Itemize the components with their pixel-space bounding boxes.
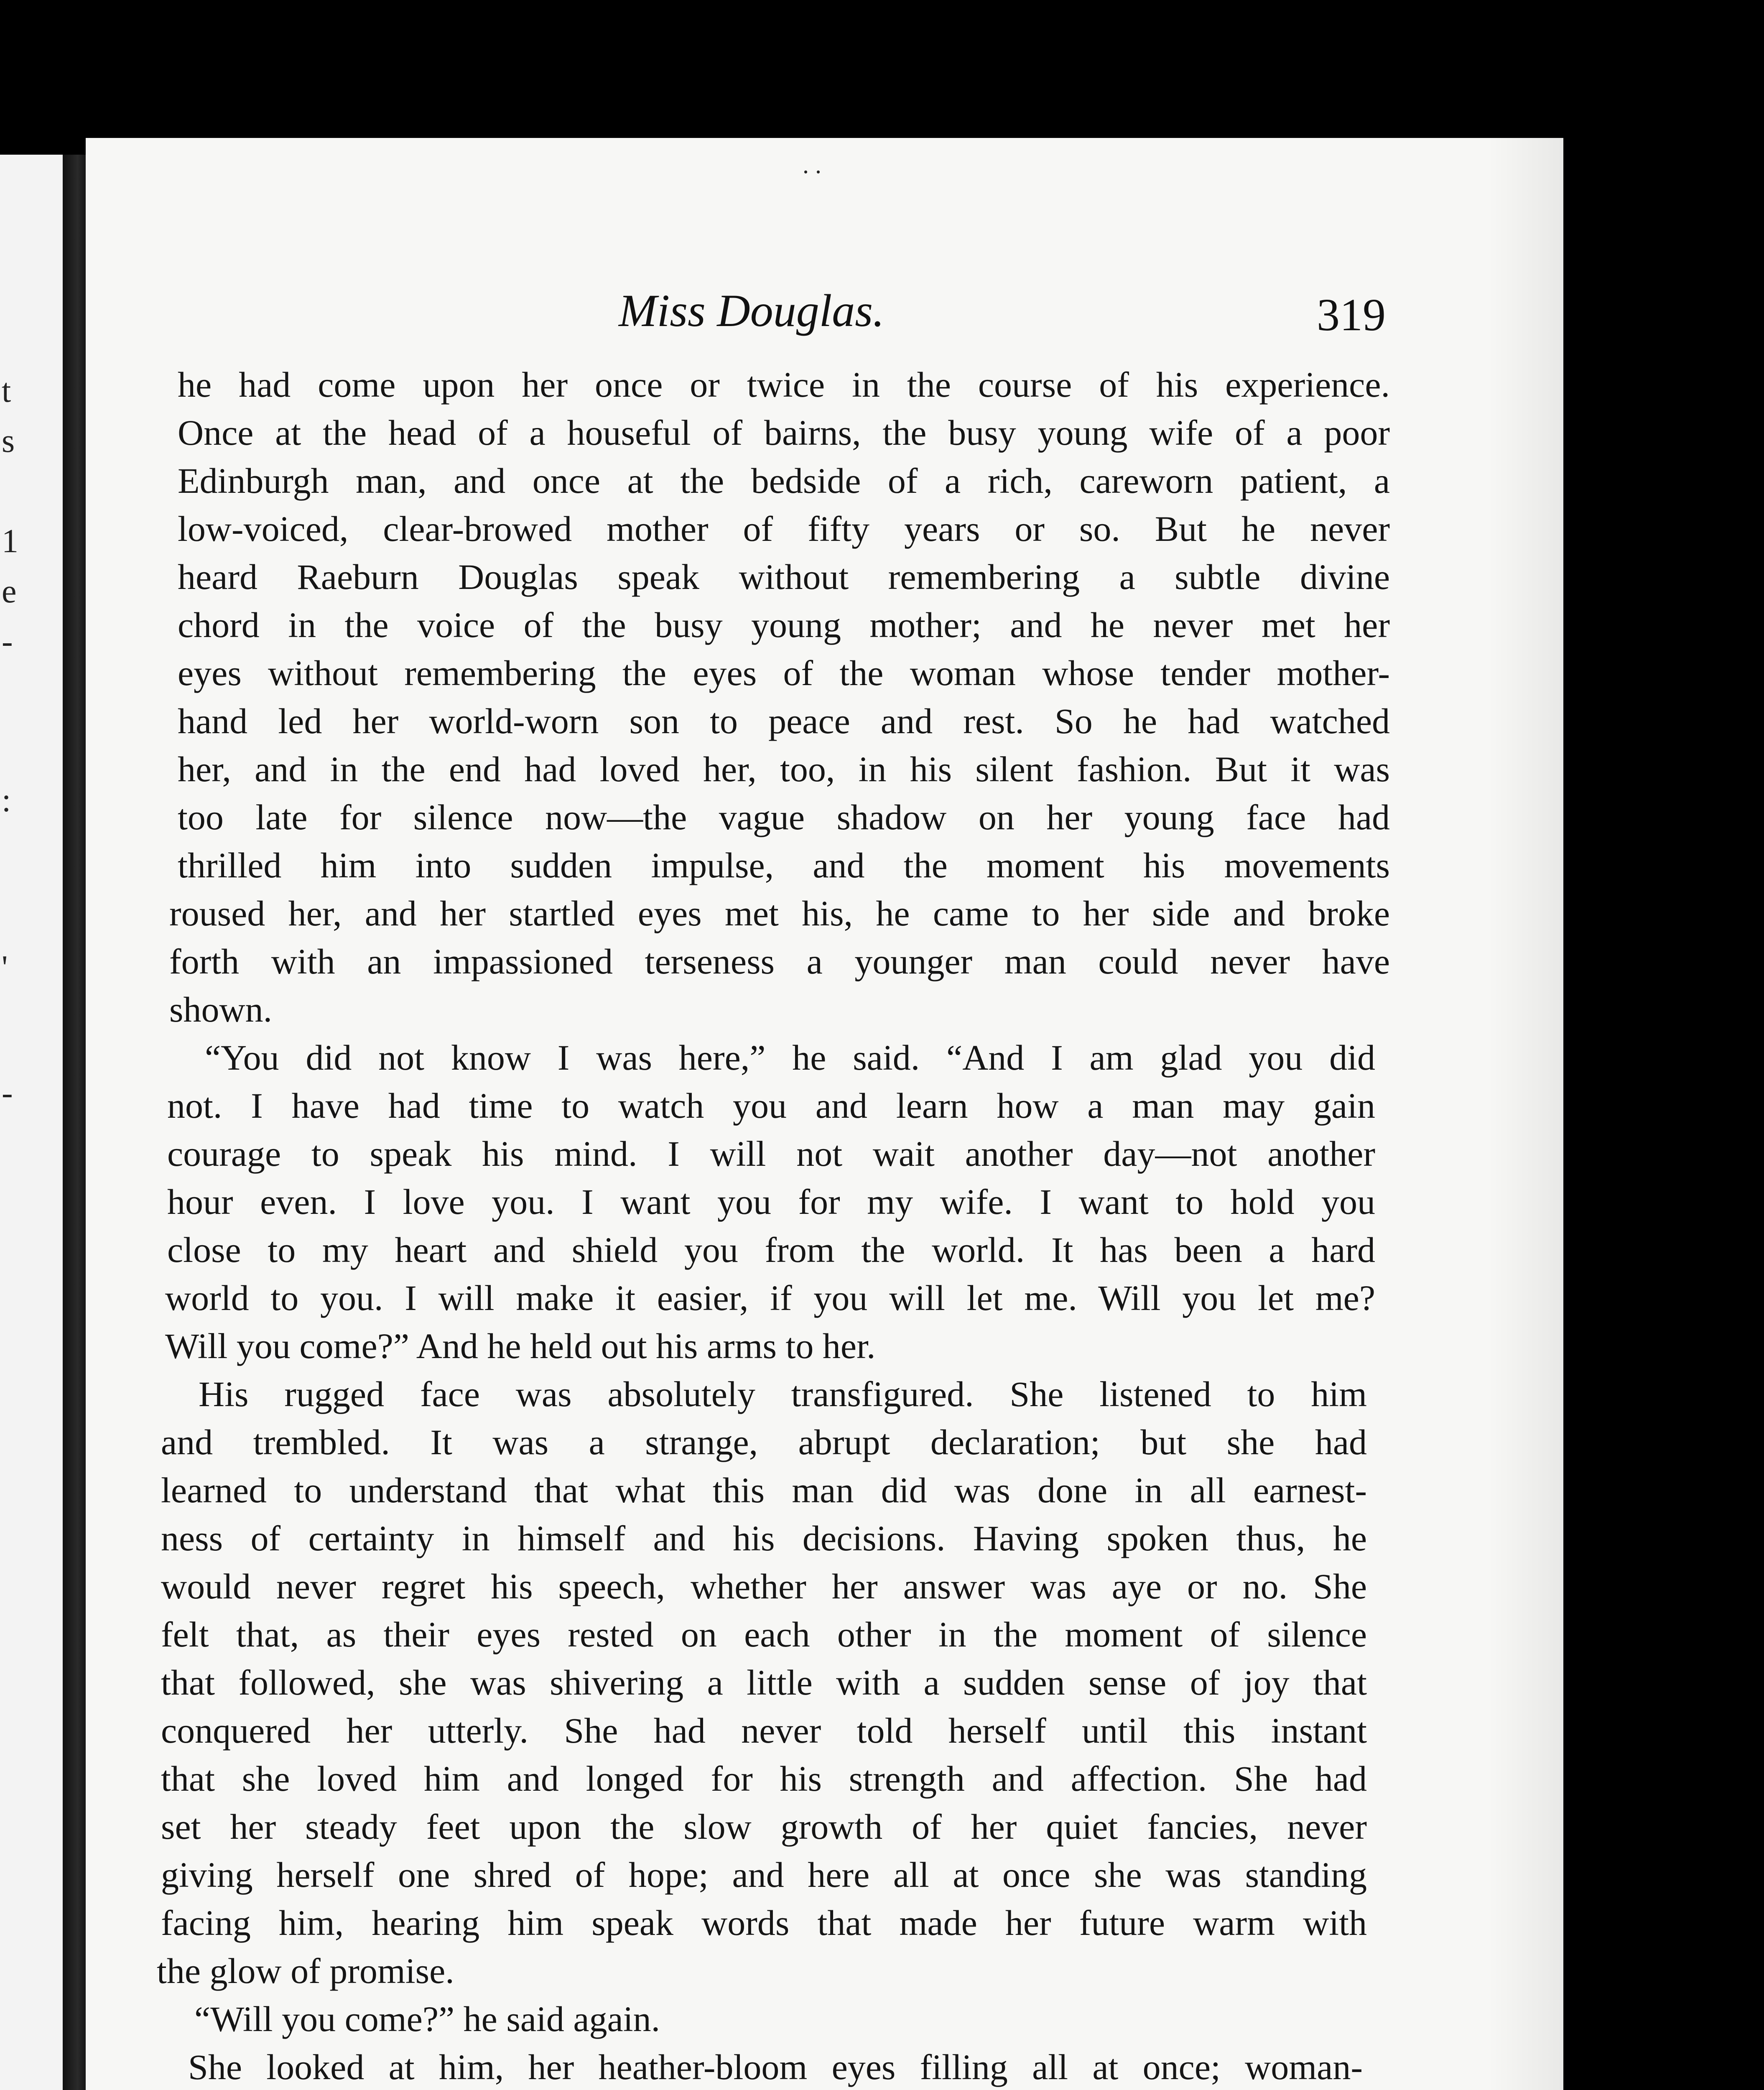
page-number: 319 <box>1317 289 1386 340</box>
text-line: roused her, and her startled eyes met his, he came to her side and broke <box>169 893 1390 933</box>
text-line: hand led her world-worn son to peace and rest. So he had watched <box>178 701 1390 741</box>
text-line: close to my heart and shield you from the world. It has been a hard <box>167 1230 1375 1270</box>
previous-page-char: - <box>2 1075 13 1111</box>
text-line: he had come upon her once or twice in the course of his experience. <box>178 364 1390 405</box>
text-line: learned to understand that what this man did was done in all earnest- <box>161 1470 1367 1510</box>
text-line: world to you. I will make it easier, if you will let me. Will you let me? <box>165 1278 1375 1318</box>
text-line: Edinburgh man, and once at the bedside of a rich, careworn patient, a <box>178 461 1390 501</box>
text-line: low-voiced, clear-browed mother of fifty years or so. But he never <box>178 509 1390 549</box>
text-line: hour even. I love you. I want you for my wife. I want to hold you <box>167 1182 1375 1222</box>
text-line: set her steady feet upon the slow growth of her quiet fancies, never <box>161 1807 1367 1847</box>
text-line: conquered her utterly. She had never told herself until this instant <box>161 1710 1367 1751</box>
text-line: that she loved him and longed for his strength and affection. She had <box>161 1759 1367 1799</box>
text-line: “You did not know I was here,” he said. “And I am glad you did <box>205 1037 1375 1078</box>
text-line: would never regret his speech, whether her answer was aye or no. She <box>161 1566 1367 1606</box>
text-line: She looked at him, her heather-bloom eyes filling all at once; woman- <box>188 2047 1363 2087</box>
previous-page-char: : <box>2 782 11 819</box>
text-line: ness of certainty in himself and his decisions. Having spoken thus, he <box>161 1518 1367 1558</box>
text-line: too late for silence now—the vague shadow on her young face had <box>178 797 1390 837</box>
text-line: Once at the head of a houseful of bairns, the busy young wife of a poor <box>178 413 1390 453</box>
text-line: chord in the voice of the busy young mother; and he never met her <box>178 605 1390 645</box>
text-line: her, and in the end had loved her, too, in his silent fashion. But it was <box>178 749 1390 789</box>
text-line: the glow of promise. <box>157 1951 454 1991</box>
previous-page-char: ' <box>2 949 8 986</box>
header-ornament: . . <box>803 151 821 178</box>
running-title: Miss Douglas. <box>619 285 885 336</box>
text-line: eyes without remembering the eyes of the woman whose tender mother- <box>178 653 1390 693</box>
text-line: courage to speak his mind. I will not wait another day—not another <box>167 1134 1375 1174</box>
text-line: His rugged face was absolutely transfigured. She listened to him <box>199 1374 1367 1414</box>
previous-page-char: - <box>2 623 13 660</box>
text-line: heard Raeburn Douglas speak without remembering a subtle divine <box>178 557 1390 597</box>
text-line: shown. <box>169 989 273 1030</box>
previous-page-char: 1 <box>2 523 18 560</box>
text-line: giving herself one shred of hope; and here all at once she was standing <box>161 1855 1367 1895</box>
text-line: facing him, hearing him speak words that made her future warm with <box>161 1903 1367 1943</box>
text-line: and trembled. It was a strange, abrupt declaration; but she had <box>161 1422 1367 1462</box>
text-line: “Will you come?” he said again. <box>194 1999 660 2039</box>
text-line: felt that, as their eyes rested on each other in the moment of silence <box>161 1614 1367 1654</box>
text-line: not. I have had time to watch you and learn how a man may gain <box>167 1086 1375 1126</box>
previous-page-char: e <box>2 573 17 610</box>
text-line: Will you come?” And he held out his arms to her. <box>165 1326 876 1366</box>
text-line: thrilled him into sudden impulse, and the moment his movements <box>178 845 1390 885</box>
previous-page-char: s <box>2 423 15 459</box>
text-line: forth with an impassioned terseness a younger man could never have <box>169 941 1390 981</box>
previous-page-char: t <box>2 372 11 409</box>
text-line: that followed, she was shivering a little with a sudden sense of joy that <box>161 1662 1367 1703</box>
